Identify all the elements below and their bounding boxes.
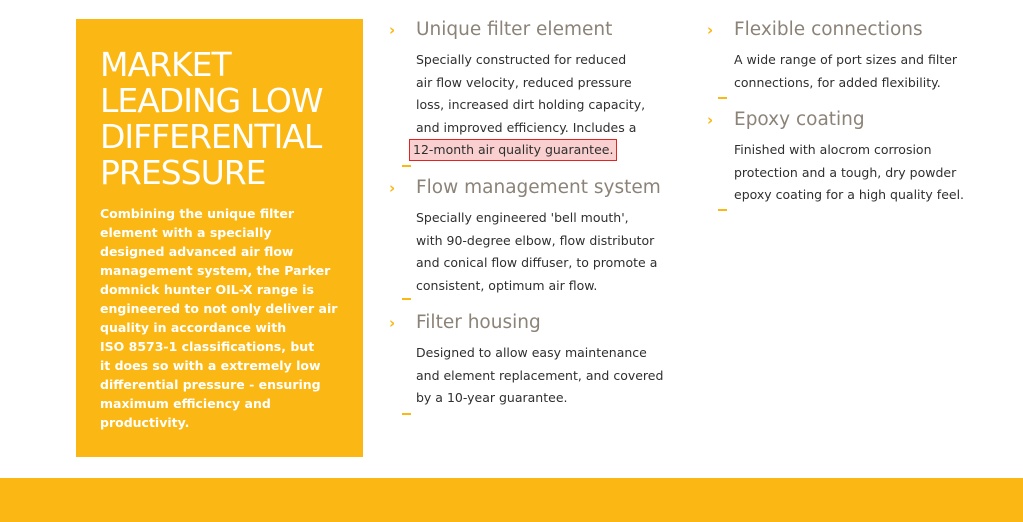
feature-title: Flexible connections [734, 19, 923, 40]
hero-text-line: quality in accordance with [100, 320, 287, 335]
hero-text-line: Combining the unique filter [100, 206, 295, 221]
chevron-right-icon: › [389, 21, 396, 39]
feature-title: Filter housing [416, 312, 541, 333]
chevron-right-icon: › [389, 314, 396, 332]
section-divider-dash [718, 209, 727, 211]
highlighted-guarantee-text: 12-month air quality guarantee. [409, 139, 617, 161]
feature-text-line: Specially constructed for reduced [416, 52, 627, 67]
hero-description [100, 204, 341, 432]
section-divider-dash [402, 413, 411, 415]
feature-description [416, 342, 663, 410]
feature-text-line: Finished with alocrom corrosion [734, 142, 932, 157]
hero-text-line: designed advanced air flow [100, 244, 294, 259]
chevron-right-icon: › [707, 21, 714, 39]
feature-text-line: Designed to allow easy maintenance [416, 345, 647, 360]
feature-text-line: and conical flow diffuser, to promote a [416, 255, 658, 270]
hero-text-line: differential pressure - ensuring [100, 377, 321, 392]
hero-text-line: maximum efficiency and [100, 396, 271, 411]
feature-text-line: A wide range of port sizes and filter [734, 52, 958, 67]
hero-title-line: LEADING LOW [100, 81, 323, 120]
hero-text-line: ISO 8573-1 classifications, but [100, 339, 315, 354]
feature-text-line: with 90-degree elbow, flow distributor [416, 232, 655, 248]
chevron-right-icon: › [707, 111, 714, 129]
feature-text-line: and element replacement, and covered [416, 367, 664, 383]
feature-text-line: consistent, optimum air flow. [416, 277, 598, 293]
feature-text-line: and improved efficiency. Includes a [416, 119, 637, 135]
feature-header [389, 176, 661, 200]
feature-filter-housing [389, 311, 663, 410]
feature-header [389, 18, 645, 42]
feature-flexible-connections [707, 18, 957, 94]
hero-title [100, 47, 341, 191]
feature-epoxy-coating [707, 108, 964, 207]
feature-description [734, 49, 957, 94]
feature-header [389, 311, 663, 335]
feature-description [734, 139, 964, 207]
section-divider-dash [718, 97, 727, 99]
hero-text-line: engineered to not only deliver air [100, 301, 338, 316]
hero-panel [76, 19, 363, 457]
section-divider-dash [402, 298, 411, 300]
hero-text-line: productivity. [100, 415, 190, 430]
feature-unique-filter-element [389, 18, 645, 162]
hero-text-line: it does so with a extremely low [100, 358, 321, 373]
feature-header [707, 108, 964, 132]
feature-description [413, 49, 646, 162]
hero-title-line: DIFFERENTIAL [100, 117, 322, 156]
feature-description [416, 207, 657, 297]
section-divider-dash [402, 165, 411, 167]
hero-title-line: PRESSURE [100, 153, 266, 192]
feature-title: Epoxy coating [734, 109, 865, 130]
hero-text-line: domnick hunter OIL-X range is [100, 282, 314, 297]
feature-text-line: connections, for added flexibility. [734, 74, 941, 90]
feature-text-line: air flow velocity, reduced pressure [416, 74, 632, 90]
feature-title: Unique filter element [416, 19, 613, 40]
feature-text-line: loss, increased dirt holding capacity, [416, 97, 646, 112]
hero-text-line: element with a specially [100, 225, 272, 240]
feature-text-line: protection and a tough, dry powder [734, 164, 957, 180]
feature-text-line: by a 10-year guarantee. [416, 390, 568, 405]
feature-flow-management-system [389, 176, 661, 297]
footer-band [0, 478, 1023, 522]
feature-text-line: Specially engineered 'bell mouth', [416, 210, 629, 225]
feature-text-line: epoxy coating for a high quality feel. [734, 187, 965, 202]
feature-title: Flow management system [416, 177, 661, 198]
chevron-right-icon: › [389, 179, 396, 197]
hero-title-line: MARKET [100, 45, 231, 84]
hero-text-line: management system, the Parker [100, 263, 331, 278]
feature-header [707, 18, 957, 42]
